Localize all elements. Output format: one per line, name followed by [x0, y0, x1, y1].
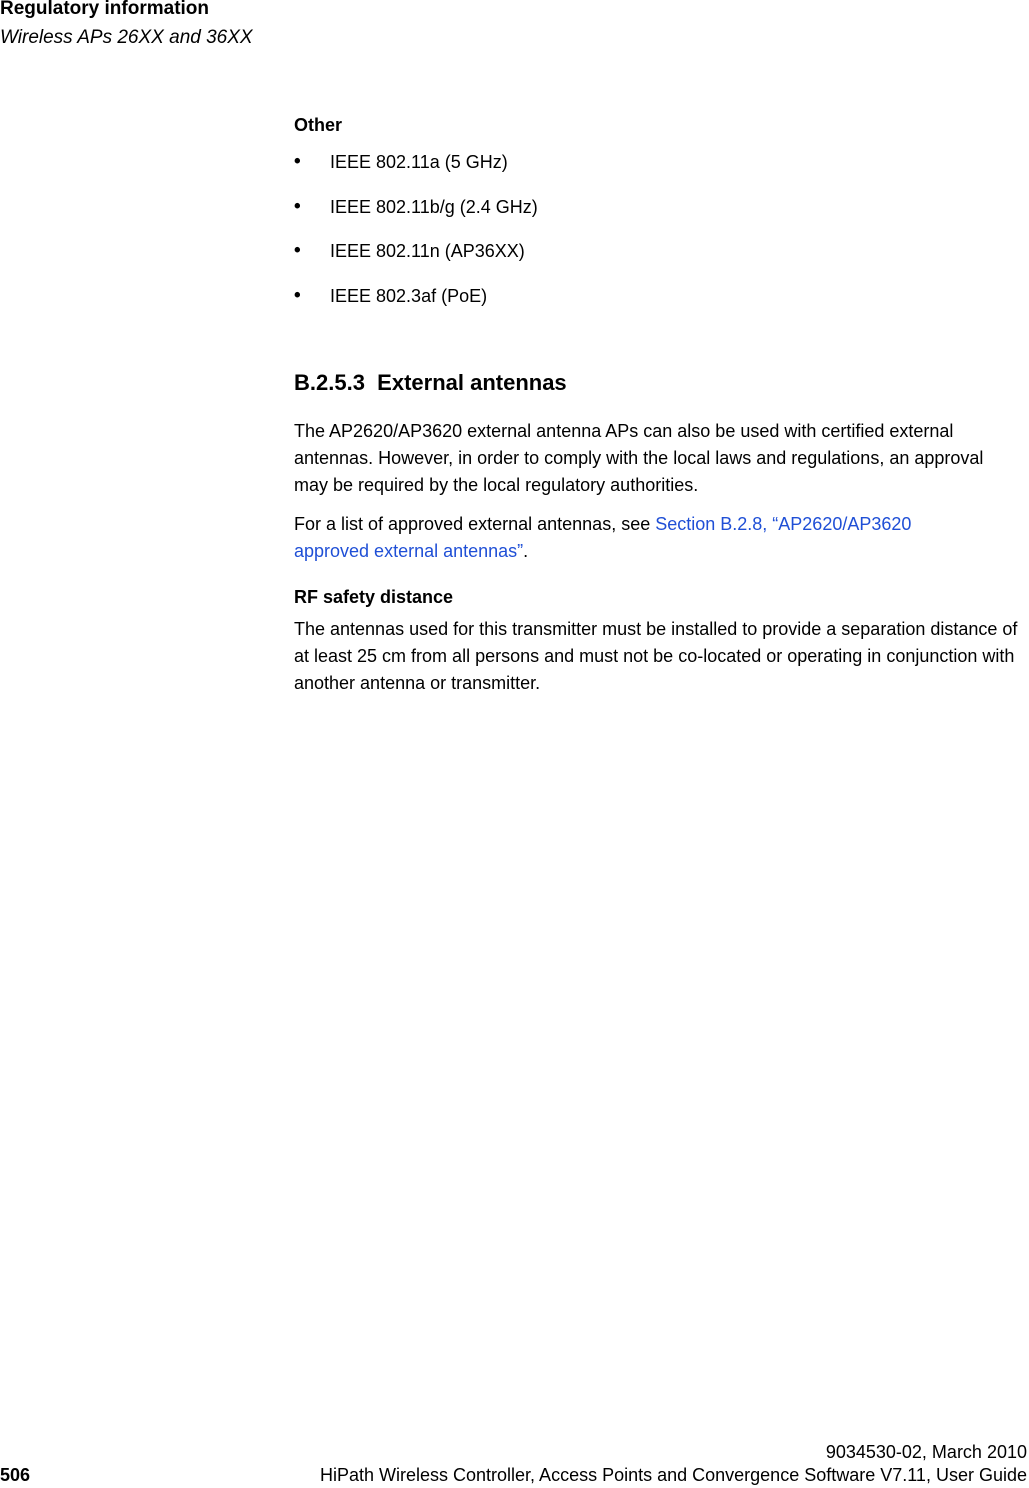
- list-item: [294, 151, 1029, 174]
- bullet-icon: •: [294, 151, 301, 172]
- running-header-title: Regulatory information: [0, 0, 210, 19]
- list-item: [294, 285, 1029, 308]
- bullet-icon: •: [294, 196, 301, 217]
- paragraph-text: .: [523, 541, 529, 561]
- list-item-text: IEEE 802.11n (AP36XX): [330, 241, 525, 261]
- list-item: [294, 196, 1029, 219]
- list-item-text: IEEE 802.11a (5 GHz): [330, 152, 508, 172]
- rf-safety-paragraph: The antennas used for this transmitter must be installed to provide a separation distance of at least 25 cm from all persons and must not be co-located or operating in conjunction with another antenna or transmitter.: [294, 619, 1018, 693]
- list-item-text: IEEE 802.3af (PoE): [330, 286, 488, 306]
- section-cross-reference-link[interactable]: Section B.2.8, “AP2620/AP3620 approved external antennas”: [294, 514, 912, 561]
- footer-document-reference: 9034530-02, March 2010: [825, 1442, 1027, 1462]
- bullet-icon: •: [294, 240, 301, 261]
- rf-safety-heading: RF safety distance: [294, 587, 454, 607]
- list-item-text: IEEE 802.11b/g (2.4 GHz): [330, 197, 538, 217]
- section-heading: B.2.5.3 External antennas: [294, 370, 567, 395]
- standards-list: [294, 151, 1029, 308]
- main-content: [294, 114, 1029, 697]
- running-header-subtitle: Wireless APs 26XX and 36XX: [0, 27, 253, 48]
- approved-antennas-paragraph: [294, 511, 1024, 565]
- paragraph-text: For a list of approved external antennas, see: [294, 514, 656, 534]
- bullet-icon: •: [294, 285, 301, 306]
- other-heading: Other: [294, 115, 343, 135]
- list-item: [294, 240, 1029, 263]
- footer-guide-title: HiPath Wireless Controller, Access Points and Convergence Software V7.11, User Guide: [319, 1465, 1027, 1485]
- external-antennas-paragraph: The AP2620/AP3620 external antenna APs can also be used with certified external antennas. However, in order to comply with the local laws and regulations, an approval may be required by the local regulatory authorities.: [294, 421, 984, 495]
- footer-page-number: 506: [0, 1465, 31, 1485]
